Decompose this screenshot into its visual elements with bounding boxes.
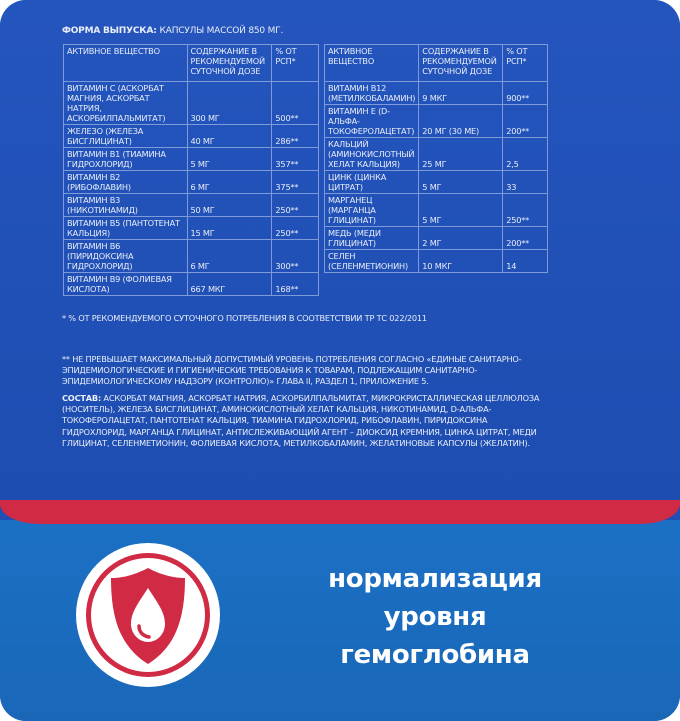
table-header-row — [325, 45, 548, 82]
shield-blood-drop-icon — [73, 540, 223, 690]
substance-cell: КАЛЬЦИЙ (АМИНОКИСЛОТНЫЙ ХЕЛАТ КАЛЬЦИЯ) — [325, 138, 419, 171]
nutrients-table-left — [63, 44, 319, 296]
header-content: СОДЕРЖАНИЕ В РЕКОМЕНДУЕМОЙ СУТОЧНОЙ ДОЗЕ — [419, 45, 503, 82]
amount-cell: 5 МГ — [419, 171, 503, 194]
release-form — [62, 26, 283, 36]
footnote-max-level: ** НЕ ПРЕВЫШАЕТ МАКСИМАЛЬНЫЙ ДОПУСТИМЫЙ УРОВЕНЬ ПОТРЕБЛЕНИЯ СОГЛАСНО «ЕДИНЫЕ САНИТАРНО-ЭПИДЕМИОЛОГИЧЕСКИЕ И ГИГИЕНИЧЕСКИЕ ТРЕБОВАНИЯ К ТОВАРАМ, ПОДЛЕЖАЩИМ САНИТАРНО-ЭПИДЕМИОЛОГИЧЕСКОМУ НАДЗОРУ (КОНТРОЛЮ)» ГЛАВА II, РАЗДЕЛ 1, ПРИЛОЖЕНИЕ 5. — [62, 354, 522, 386]
table-row — [64, 240, 319, 273]
percent-cell: 200** — [503, 105, 548, 138]
table-row — [64, 194, 319, 217]
amount-cell: 6 МГ — [187, 240, 272, 273]
claim-line: нормализация — [328, 564, 542, 594]
header-percent: % ОТ РСП* — [272, 45, 319, 82]
table-row — [325, 250, 548, 273]
table-header-row — [64, 45, 319, 82]
red-divider — [0, 500, 680, 524]
substance-cell: ВИТАМИН С (АСКОРБАТ МАГНИЯ, АСКОРБАТ НАТРИЯ, АСКОРБИЛПАЛЬМИТАТ) — [64, 82, 188, 125]
percent-cell: 375** — [272, 171, 319, 194]
substance-cell: ВИТАМИН Е (D-АЛЬФА-ТОКОФЕРОЛАЦЕТАТ) — [325, 105, 419, 138]
substance-cell: ВИТАМИН В1 (ТИАМИНА ГИДРОХЛОРИД) — [64, 148, 188, 171]
table-row — [64, 171, 319, 194]
table-row — [64, 217, 319, 240]
substance-cell: МАРГАНЕЦ (МАРГАНЦА ГЛИЦИНАТ) — [325, 194, 419, 227]
amount-cell: 40 МГ — [187, 125, 272, 148]
substance-cell: ВИТАМИН В3 (НИКОТИНАМИД) — [64, 194, 188, 217]
amount-cell: 6 МГ — [187, 171, 272, 194]
benefit-claim — [300, 560, 570, 674]
amount-cell: 10 МКГ — [419, 250, 503, 273]
header-substance: АКТИВНОЕ ВЕЩЕСТВО — [64, 45, 188, 82]
claim-line: уровня — [383, 602, 487, 632]
amount-cell: 2 МГ — [419, 227, 503, 250]
amount-cell: 25 МГ — [419, 138, 503, 171]
table-row — [325, 138, 548, 171]
percent-cell: 500** — [272, 82, 319, 125]
percent-cell: 250** — [503, 194, 548, 227]
composition-label: СОСТАВ: — [62, 393, 102, 403]
amount-cell: 9 МКГ — [419, 82, 503, 105]
percent-cell: 33 — [503, 171, 548, 194]
substance-cell: МЕДЬ (МЕДИ ГЛИЦИНАТ) — [325, 227, 419, 250]
percent-cell: 357** — [272, 148, 319, 171]
substance-cell: ВИТАМИН В5 (ПАНТОТЕНАТ КАЛЬЦИЯ) — [64, 217, 188, 240]
percent-cell: 200** — [503, 227, 548, 250]
table-row — [325, 227, 548, 250]
amount-cell: 300 МГ — [187, 82, 272, 125]
table-row — [64, 148, 319, 171]
table-row — [325, 194, 548, 227]
amount-cell: 20 МГ (30 МЕ) — [419, 105, 503, 138]
percent-cell: 168** — [272, 273, 319, 296]
substance-cell: ЦИНК (ЦИНКА ЦИТРАТ) — [325, 171, 419, 194]
header-content: СОДЕРЖАНИЕ В РЕКОМЕНДУЕМОЙ СУТОЧНОЙ ДОЗЕ — [187, 45, 272, 82]
header-percent: % ОТ РСП* — [503, 45, 548, 82]
substance-cell: СЕЛЕН (СЕЛЕНМЕТИОНИН) — [325, 250, 419, 273]
amount-cell: 667 МКГ — [187, 273, 272, 296]
substance-cell: ВИТАМИН В12 (МЕТИЛКОБАЛАМИН) — [325, 82, 419, 105]
substance-cell: ВИТАМИН В2 (РИБОФЛАВИН) — [64, 171, 188, 194]
nutrients-table-right — [324, 44, 548, 273]
table-row — [64, 273, 319, 296]
table-row — [325, 105, 548, 138]
release-form-label: ФОРМА ВЫПУСКА: — [62, 26, 157, 36]
percent-cell: 2,5 — [503, 138, 548, 171]
table-row — [64, 82, 319, 125]
table-row — [64, 125, 319, 148]
claim-line: гемоглобина — [340, 640, 530, 670]
footnote-rsp: * % ОТ РЕКОМЕНДУЕМОГО СУТОЧНОГО ПОТРЕБЛЕНИЯ В СООТВЕТСТВИИ ТР ТС 022/2011 — [62, 313, 427, 323]
substance-cell: ЖЕЛЕЗО (ЖЕЛЕЗА БИСГЛИЦИНАТ) — [64, 125, 188, 148]
percent-cell: 286** — [272, 125, 319, 148]
percent-cell: 300** — [272, 240, 319, 273]
composition-text: АСКОРБАТ МАГНИЯ, АСКОРБАТ НАТРИЯ, АСКОРБИЛПАЛЬМИТАТ, МИКРОКРИСТАЛЛИЧЕСКАЯ ЦЕЛЛЮЛОЗА (НОСИТЕЛЬ), ЖЕЛЕЗА БИСГЛИЦИНАТ, АМИНОКИСЛОТНЫЙ ХЕЛАТ КАЛЬЦИЯ, НИКОТИНАМИД, D-АЛЬФА-ТОКОФЕРОЛАЦЕТАТ, ПАНТОТЕНАТ КАЛЬЦИЯ, ТИАМИНА ГИДРОХЛОРИД, РИБОФЛАВИН, ПИРИДОКСИНА ГИДРОХЛОРИД, МАРГАНЦА ГЛИЦИНАТ, АНТИСЛЕЖИВАЮЩИЙ АГЕНТ – ДИОКСИД КРЕМНИЯ, ЦИНКА ЦИТРАТ, МЕДИ ГЛИЦИНАТ, СЕЛЕНМЕТИОНИН, ФОЛИЕВАЯ КИСЛОТА, МЕТИЛКОБАЛАМИН, ЖЕЛАТИНОВЫЕ КАПСУЛЫ (ЖЕЛАТИН). — [62, 393, 540, 448]
amount-cell: 50 МГ — [187, 194, 272, 217]
table-row — [325, 82, 548, 105]
substance-cell: ВИТАМИН В9 (ФОЛИЕВАЯ КИСЛОТА) — [64, 273, 188, 296]
amount-cell: 15 МГ — [187, 217, 272, 240]
header-substance: АКТИВНОЕ ВЕЩЕСТВО — [325, 45, 419, 82]
percent-cell: 250** — [272, 194, 319, 217]
composition — [62, 393, 552, 449]
amount-cell: 5 МГ — [419, 194, 503, 227]
percent-cell: 900** — [503, 82, 548, 105]
table-row — [325, 171, 548, 194]
substance-cell: ВИТАМИН В6 (ПИРИДОКСИНА ГИДРОХЛОРИД) — [64, 240, 188, 273]
percent-cell: 250** — [272, 217, 319, 240]
amount-cell: 5 МГ — [187, 148, 272, 171]
release-form-value: КАПСУЛЫ МАССОЙ 850 МГ. — [159, 26, 284, 36]
percent-cell: 14 — [503, 250, 548, 273]
